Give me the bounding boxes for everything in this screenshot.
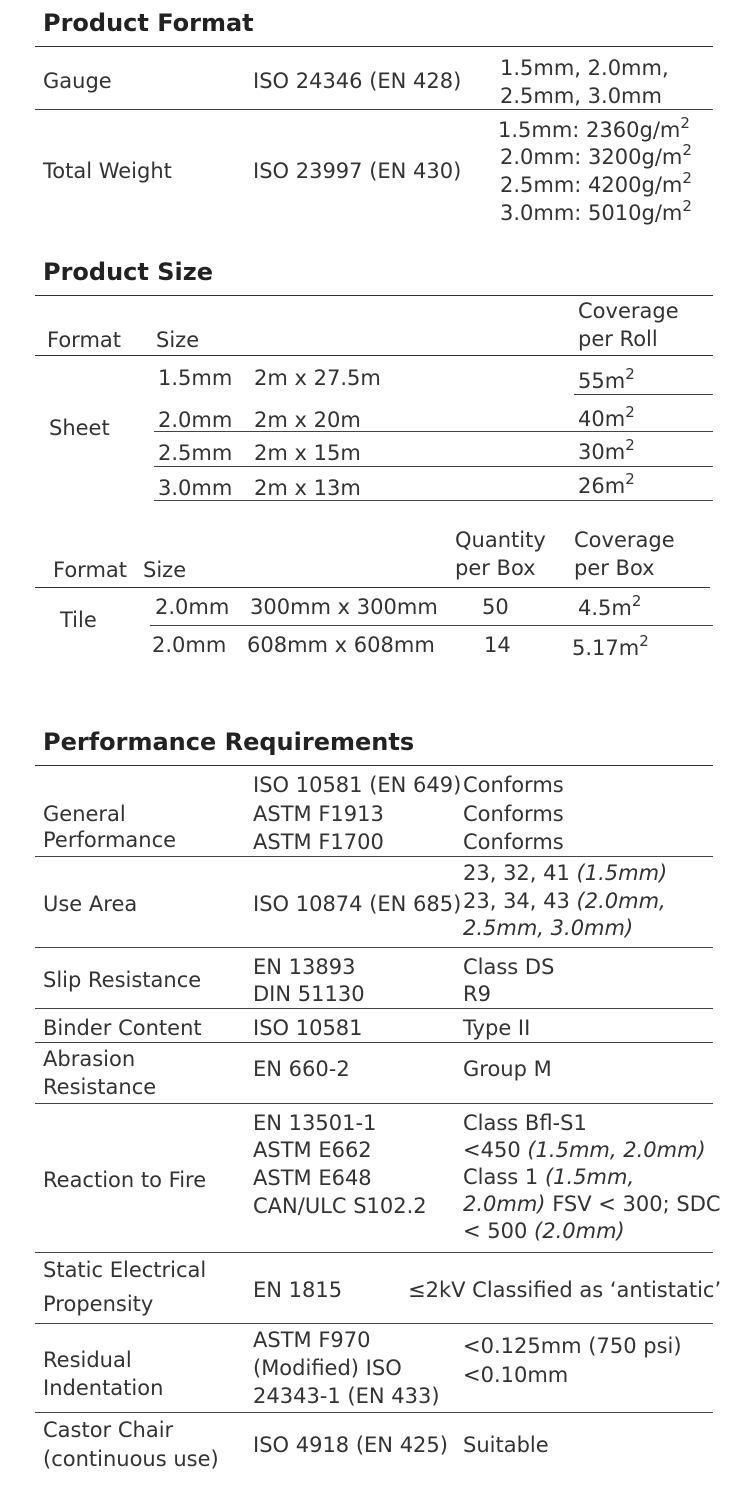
residual-label: Indentation (43, 1376, 164, 1400)
binder-value: Type II (463, 1016, 531, 1040)
total-weight-label: Total Weight (43, 159, 172, 183)
sheet-row-gauge: 1.5mm (158, 366, 233, 390)
performance-heading: Performance Requirements (43, 728, 415, 756)
castor-value: Suitable (463, 1433, 549, 1457)
abrasion-label: Resistance (43, 1075, 157, 1099)
castor-label: Castor Chair (43, 1418, 174, 1442)
residual-value: <0.10mm (463, 1363, 569, 1387)
slip-value: R9 (463, 982, 491, 1006)
fire-standard: ASTM E662 (253, 1138, 372, 1162)
fire-standard: CAN/ULC S102.2 (253, 1194, 427, 1218)
total-weight-value: 1.5mm: $2360g/m^2$ (498, 114, 690, 142)
castor-standard: ISO 4918 (EN 425) (253, 1433, 448, 1457)
sheet-format-label: Sheet (49, 416, 110, 440)
slip-standard: DIN 51130 (253, 982, 365, 1006)
divider (150, 625, 713, 626)
slip-value: Class DS (463, 955, 555, 979)
divider (35, 947, 713, 948)
tile-format-label: Tile (60, 608, 97, 632)
sheet-row-coverage: $55m^2$ (578, 365, 635, 393)
divider (35, 1323, 713, 1324)
sheet-row-gauge: 2.5mm (158, 441, 233, 465)
residual-standard: 24343-1 (EN 433) (253, 1384, 440, 1408)
tile-row-quantity: 50 (482, 595, 509, 619)
general-standard: ASTM F1913 (253, 802, 384, 826)
sheet-row-dims: 2m x 20m (254, 408, 361, 432)
use-area-value: 23, 32, 41 (1.5mm) (463, 861, 668, 885)
gauge-label: Gauge (43, 69, 112, 93)
tile-row-quantity: 14 (484, 633, 511, 657)
fire-value: Class 1 (1.5mm, (463, 1165, 635, 1189)
divider (35, 587, 710, 588)
divider (35, 1103, 713, 1104)
sheet-row-dims: 2m x 27.5m (254, 366, 381, 390)
fire-value: < 500 (2.0mm) (463, 1219, 625, 1243)
fire-value: <450 (1.5mm, 2.0mm) (463, 1138, 706, 1162)
sheet-row-dims: 2m x 13m (254, 476, 361, 500)
binder-standard: ISO 10581 (253, 1016, 363, 1040)
binder-content-label: Binder Content (43, 1016, 202, 1040)
general-value: Conforms (463, 773, 564, 797)
general-value: Conforms (463, 802, 564, 826)
use-area-standard: ISO 10874 (EN 685) (253, 892, 462, 916)
tile-row-dims: 300mm x 300mm (250, 595, 438, 619)
static-standard: EN 1815 (253, 1278, 343, 1302)
use-area-value: 2.5mm, 3.0mm) (463, 916, 634, 940)
residual-standard: ASTM F970 (253, 1328, 371, 1352)
fire-standard: ASTM E648 (253, 1166, 372, 1190)
divider (35, 355, 713, 356)
static-value: ≤2kV Classified as ‘antistatic’ (408, 1278, 722, 1302)
fire-value: 2.0mm) FSV < 300; SDC (463, 1192, 721, 1216)
slip-resistance-label: Slip Resistance (43, 968, 202, 992)
divider (35, 765, 713, 766)
divider (35, 1412, 713, 1413)
castor-label: (continuous use) (43, 1447, 219, 1471)
total-weight-standard: ISO 23997 (EN 430) (253, 159, 462, 183)
sheet-header-coverage: per Roll (578, 327, 658, 351)
total-weight-value: 3.0mm: $5010g/m^2$ (500, 197, 692, 225)
tile-row-gauge: 2.0mm (152, 633, 227, 657)
static-label: Propensity (43, 1292, 154, 1316)
divider (35, 46, 713, 47)
gauge-value-line: 1.5mm, 2.0mm, (500, 56, 669, 80)
tile-header-coverage: per Box (574, 556, 655, 580)
reaction-to-fire-label: Reaction to Fire (43, 1168, 207, 1192)
sheet-row-coverage: $26m^2$ (578, 470, 635, 498)
tile-header-format: Format (53, 558, 128, 582)
tile-row-coverage: $4.5m^2$ (578, 592, 642, 620)
gauge-standard: ISO 24346 (EN 428) (253, 69, 462, 93)
divider (154, 466, 713, 467)
tile-header-quantity: Quantity (455, 528, 546, 552)
slip-standard: EN 13893 (253, 955, 356, 979)
divider (154, 431, 713, 432)
sheet-row-gauge: 3.0mm (158, 476, 233, 500)
general-standard: ASTM F1700 (253, 830, 384, 854)
abrasion-value: Group M (463, 1057, 552, 1081)
tile-header-size: Size (143, 558, 187, 582)
divider (35, 1042, 713, 1043)
abrasion-label: Abrasion (43, 1047, 136, 1071)
sheet-row-dims: 2m x 15m (254, 441, 361, 465)
divider (574, 394, 713, 395)
use-area-value: 23, 34, 43 (2.0mm, (463, 889, 666, 913)
tile-row-gauge: 2.0mm (155, 595, 230, 619)
general-value: Conforms (463, 830, 564, 854)
use-area-label: Use Area (43, 892, 138, 916)
product-size-heading: Product Size (43, 258, 213, 286)
sheet-header-size: Size (156, 328, 200, 352)
residual-value: <0.125mm (750 psi) (463, 1334, 682, 1358)
abrasion-standard: EN 660-2 (253, 1057, 350, 1081)
fire-standard: EN 13501-1 (253, 1111, 377, 1135)
sheet-row-coverage: $30m^2$ (578, 436, 635, 464)
divider (35, 856, 713, 857)
residual-label: Residual (43, 1348, 132, 1372)
divider (35, 109, 713, 110)
product-format-heading: Product Format (43, 9, 254, 37)
sheet-header-coverage: Coverage (578, 299, 679, 323)
tile-row-dims: 608mm x 608mm (247, 633, 435, 657)
sheet-header-format: Format (47, 328, 122, 352)
total-weight-value: 2.0mm: $3200g/m^2$ (500, 141, 692, 169)
sheet-row-coverage: $40m^2$ (578, 403, 635, 431)
sheet-row-gauge: 2.0mm (158, 408, 233, 432)
total-weight-value: 2.5mm: $4200g/m^2$ (500, 169, 692, 197)
general-performance-label: Performance (43, 828, 177, 852)
tile-row-coverage: $5.17m^2$ (572, 632, 649, 660)
tile-header-quantity: per Box (455, 556, 536, 580)
static-label: Static Electrical (43, 1258, 207, 1282)
general-standard: ISO 10581 (EN 649) (253, 773, 462, 797)
divider (35, 295, 713, 296)
gauge-value-line: 2.5mm, 3.0mm (500, 84, 662, 108)
divider (35, 1252, 713, 1253)
divider (35, 1008, 713, 1009)
residual-standard: (Modified) ISO (253, 1356, 402, 1380)
general-performance-label: General (43, 802, 126, 826)
fire-value: Class Bfl-S1 (463, 1111, 587, 1135)
divider (154, 500, 713, 501)
tile-header-coverage: Coverage (574, 528, 675, 552)
